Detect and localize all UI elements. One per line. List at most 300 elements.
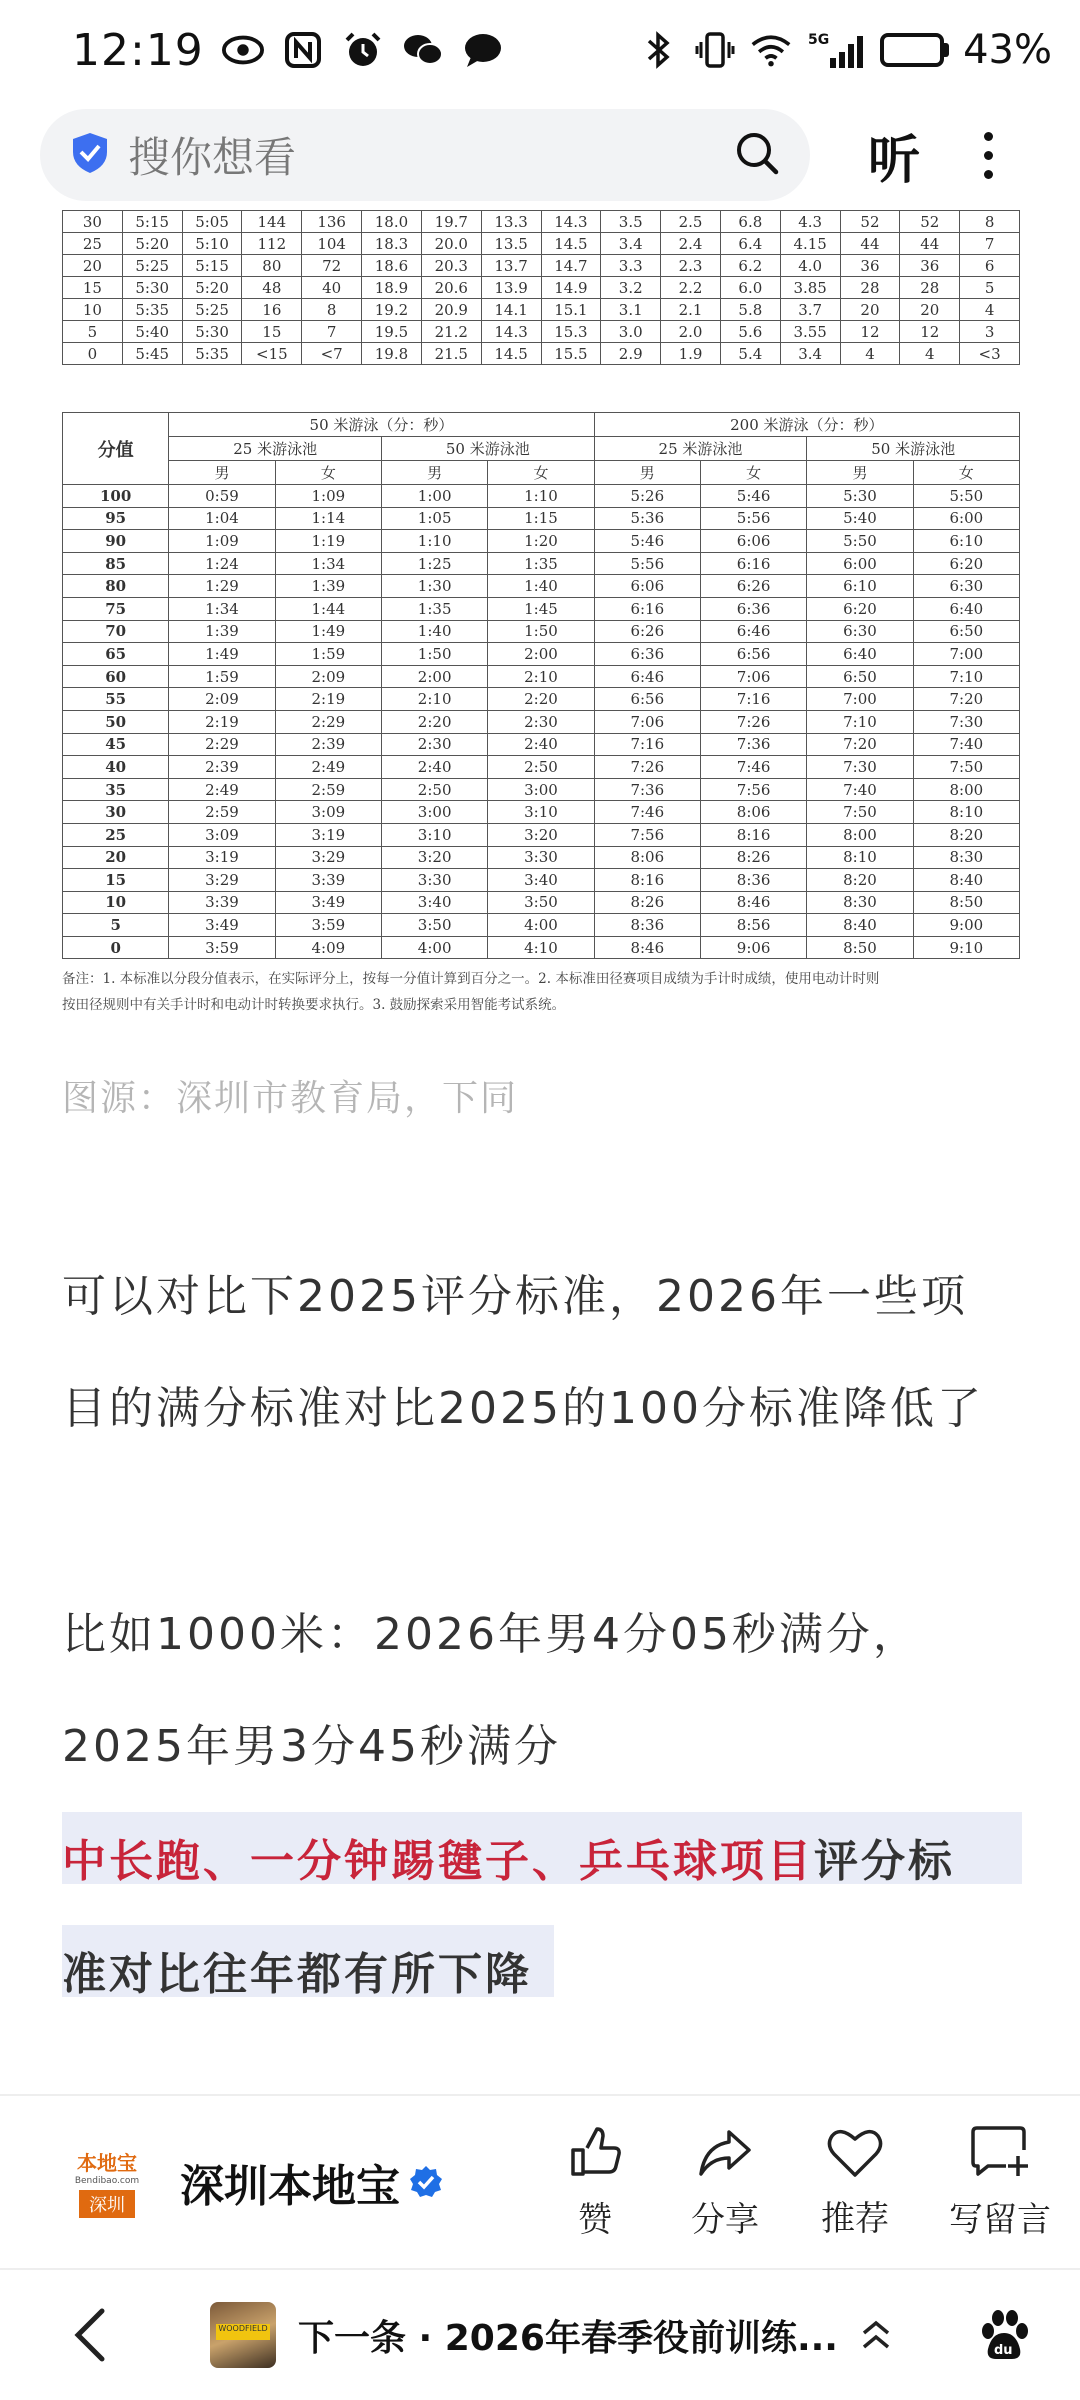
swim-table-cell: 3:30 [488,846,594,869]
swim-table-cell: 6:30 [913,575,1019,598]
swim-table-cell: 7:56 [594,823,700,846]
swim-table-cell: 2:39 [169,756,275,779]
swim-table-cell: 1:29 [169,575,275,598]
swim-table-cell: 8:10 [913,801,1019,824]
swim-table-cell: 2:20 [381,710,487,733]
swim-table-cell: 1:10 [488,485,594,508]
header-pool25-a: 25 米游泳池 [169,437,382,461]
swim-table-cell: 2:40 [381,756,487,779]
swim-table-row [63,823,1020,846]
swim-table-cell: 7:16 [700,688,806,711]
swim-table-cell: 7:56 [700,778,806,801]
swim-table-cell: 7:20 [913,688,1019,711]
score-table-top-cell: 40 [302,277,362,299]
swim-table-cell: 40 [63,756,169,779]
thumbs-up-icon [567,2124,623,2180]
swim-table-cell: 3:29 [275,846,381,869]
swim-table-row [63,801,1020,824]
swim-table-cell: 1:14 [275,507,381,530]
swim-table-cell: 8:26 [594,891,700,914]
swim-table-cell: 2:29 [275,710,381,733]
score-table-top-cell: 4 [840,343,900,365]
network-label: 5G [808,32,830,48]
score-table-top-cell: 6 [960,255,1020,277]
swim-table-cell: 6:36 [594,643,700,666]
swim-table-cell: 20 [63,846,169,869]
score-table-top-cell: 15 [63,277,123,299]
swim-table-cell: 8:00 [913,778,1019,801]
svg-text:du: du [993,2343,1013,2358]
score-table-top-cell: 5.4 [720,343,780,365]
swim-table-cell: 1:40 [488,575,594,598]
swim-table-row [63,778,1020,801]
swim-table-cell: 3:20 [488,823,594,846]
swim-table-row [63,552,1020,575]
swim-table-cell: 5:56 [700,507,806,530]
score-table-top-cell: 44 [840,233,900,255]
score-table-top-cell: 18.0 [362,211,422,233]
swim-table-cell: 1:35 [381,597,487,620]
comment-add-icon [970,2124,1030,2180]
swim-table-cell: 2:00 [488,643,594,666]
swim-table-cell: 6:46 [700,620,806,643]
score-table-top-row [63,233,1020,255]
swim-table-cell: 7:36 [594,778,700,801]
swim-table-cell: 2:19 [275,688,381,711]
swim-table-cell: 5:36 [594,507,700,530]
author-avatar[interactable] [64,2139,150,2225]
score-table-top-cell: 5.8 [720,299,780,321]
score-table-top-cell: 7 [302,321,362,343]
signal-icon [806,29,866,71]
swim-table-row [63,597,1020,620]
swim-table-cell: 3:39 [169,891,275,914]
score-table-top-cell: 20 [900,299,960,321]
comment-button[interactable] [920,2096,1080,2268]
swim-table-cell: 6:56 [594,688,700,711]
header-swim50: 50 米游泳（分：秒） [169,413,594,437]
swim-table-cell: 6:10 [913,530,1019,553]
share-button[interactable] [660,2096,790,2268]
swim-table-cell: 1:05 [381,507,487,530]
score-table-top-cell: 4.15 [780,233,840,255]
score-table-top-cell: 10 [63,299,123,321]
header-female: 女 [700,461,806,485]
listen-button[interactable]: 听 [868,130,921,191]
swim-table-cell: 10 [63,891,169,914]
swim-table-cell: 5 [63,914,169,937]
score-table-top-cell: 28 [900,277,960,299]
score-table-top-cell: 5:15 [122,211,182,233]
header-score: 分值 [63,413,169,485]
score-table-top-cell: 5:25 [182,299,242,321]
recommend-button[interactable] [790,2096,920,2268]
swim-table-cell: 7:46 [700,756,806,779]
author-action-bar [0,2096,1080,2268]
article-paragraph: 比如1000米：2026年男4分05秒满分， [62,1609,920,1660]
swim-table-cell: 2:30 [381,733,487,756]
score-table-top-cell: 20 [63,255,123,277]
swim-table-cell: 8:50 [807,936,913,959]
score-table-top-cell: 18.3 [362,233,422,255]
search-input[interactable] [40,109,810,201]
score-table-top-cell: 3.1 [601,299,661,321]
score-table-top-cell: 14.5 [541,233,601,255]
swim-table-cell: 3:40 [488,869,594,892]
swim-table-cell: 7:50 [807,801,913,824]
swim-table-cell: 5:26 [594,485,700,508]
swim-table-cell: 1:59 [169,665,275,688]
score-table-top-cell: 15.1 [541,299,601,321]
wifi-icon [750,29,792,71]
swim-table-cell: 0:59 [169,485,275,508]
score-table-top-row [63,321,1020,343]
score-table-top-cell: 3.5 [601,211,661,233]
score-table-top-cell: 5:30 [122,277,182,299]
swim-table-cell: 4:00 [381,936,487,959]
header-male: 男 [381,461,487,485]
score-table-top-cell: 15.5 [541,343,601,365]
next-article-thumbnail[interactable] [210,2302,276,2368]
swim-table-cell: 6:20 [807,597,913,620]
swim-table-cell: 8:20 [913,823,1019,846]
wechat-icon [402,29,444,71]
score-table-top-cell: 14.5 [481,343,541,365]
logo-city: 深圳 [79,2190,135,2218]
table-note [62,966,1020,1018]
score-table-top-cell: 25 [63,233,123,255]
swim-table-cell: 15 [63,869,169,892]
swim-table-cell: 1:35 [488,552,594,575]
swim-table-cell: 1:25 [381,552,487,575]
swim-table-cell: 1:40 [381,620,487,643]
score-table-top-cell: 6.4 [720,233,780,255]
score-table-top-cell: 8 [302,299,362,321]
vibrate-icon [694,29,736,71]
swim-table-cell: 60 [63,665,169,688]
swim-table-cell: 1:39 [275,575,381,598]
score-table-top-cell: 28 [840,277,900,299]
swim-table-cell: 6:50 [807,665,913,688]
score-table-top-cell: 3.2 [601,277,661,299]
swim-table-cell: 5:46 [700,485,806,508]
swim-table-cell: 2:50 [488,756,594,779]
swim-table-cell: 6:06 [700,530,806,553]
swim-table-cell: 1:34 [275,552,381,575]
header-pool25-b: 25 米游泳池 [594,437,807,461]
swim-table-cell: 1:24 [169,552,275,575]
score-table-top-cell: 14.3 [481,321,541,343]
swim-table-cell: 7:26 [594,756,700,779]
score-table-top-cell: 21.5 [421,343,481,365]
score-table-top-cell: 5 [960,277,1020,299]
more-options-icon[interactable] [984,132,993,179]
swim-table-cell: 1:19 [275,530,381,553]
swim-table-cell: 1:49 [275,620,381,643]
swim-table-cell: 1:34 [169,597,275,620]
score-table-top-cell: 2.3 [661,255,721,277]
swim-table-cell: 4:00 [488,914,594,937]
score-table-top-cell: 1.9 [661,343,721,365]
swim-table-cell: 6:40 [807,643,913,666]
swim-table-cell: 8:06 [700,801,806,824]
score-table-top-cell: 5:25 [122,255,182,277]
score-table-top-cell: 18.6 [362,255,422,277]
share-label: 分享 [691,2199,759,2240]
swim-table-cell: 6:40 [913,597,1019,620]
score-table-top-cell: 6.2 [720,255,780,277]
score-table-top-cell: 2.4 [661,233,721,255]
swim-table-row [63,891,1020,914]
swim-table-cell: 3:50 [488,891,594,914]
score-table-top-cell: 5:45 [122,343,182,365]
score-table-top-cell: 19.2 [362,299,422,321]
like-button[interactable] [530,2096,660,2268]
score-table-top-cell: 18.9 [362,277,422,299]
swim-table-cell: 8:16 [594,869,700,892]
swim-table-cell: 6:10 [807,575,913,598]
battery-percent: 43% [963,27,1052,73]
swim-table-cell: 35 [63,778,169,801]
score-table-top-cell: 4 [900,343,960,365]
swim-table-row [63,620,1020,643]
score-table-top-cell: 8 [960,211,1020,233]
score-table-top-cell: 5:35 [182,343,242,365]
swim-table-row [63,936,1020,959]
swim-table-cell: 3:29 [169,869,275,892]
heart-icon [826,2125,884,2179]
swim-table-cell: 3:39 [275,869,381,892]
swim-table-cell: 2:20 [488,688,594,711]
swim-table-row [63,869,1020,892]
header-female: 女 [488,461,594,485]
score-table-top-cell: 20.9 [421,299,481,321]
score-table-top-cell: 72 [302,255,362,277]
swim-table-cell: 2:10 [488,665,594,688]
header-pool50-b: 50 米游泳池 [807,437,1020,461]
score-table-top-cell: 44 [900,233,960,255]
header-female: 女 [913,461,1019,485]
status-left [72,25,504,76]
score-table-top-cell: 5:30 [182,321,242,343]
swim-table-cell: 2:40 [488,733,594,756]
swim-table-cell: 100 [63,485,169,508]
score-table-top-row [63,255,1020,277]
swim-table-row [63,733,1020,756]
swim-table-cell: 65 [63,643,169,666]
score-table-top-grid [62,210,1020,365]
swim-table-cell: 3:00 [488,778,594,801]
swim-table-cell: 25 [63,823,169,846]
swim-table-cell: 9:10 [913,936,1019,959]
shield-icon [70,131,110,179]
swim-table-cell: 8:30 [913,846,1019,869]
swim-table-cell: 3:20 [381,846,487,869]
swim-table-cell: 3:40 [381,891,487,914]
swim-table-cell: 3:50 [381,914,487,937]
score-table-top-cell: 3.3 [601,255,661,277]
score-table-top-cell: 12 [900,321,960,343]
score-table-top-cell: 3.55 [780,321,840,343]
swim-table-cell: 5:30 [807,485,913,508]
score-table-top-cell: 144 [242,211,302,233]
score-table-top-cell: 3.4 [780,343,840,365]
swim-table-cell: 95 [63,507,169,530]
swim-table-cell: 5:50 [807,530,913,553]
swim-table-cell: 75 [63,597,169,620]
search-icon[interactable] [734,130,780,180]
score-table-top-cell: 5:20 [122,233,182,255]
swim-table-cell: 9:06 [700,936,806,959]
score-table-top-cell: 15 [242,321,302,343]
swim-table-cell: 50 [63,710,169,733]
swim-table-cell: 7:50 [913,756,1019,779]
swim-table-row [63,575,1020,598]
comment-label: 写留言 [949,2199,1051,2240]
swim-table-cell: 6:20 [913,552,1019,575]
score-table-top-cell: <7 [302,343,362,365]
score-table-top-cell: 4 [960,299,1020,321]
swim-table-cell: 8:56 [700,914,806,937]
header-male: 男 [169,461,275,485]
swim-table-cell: 3:49 [275,891,381,914]
swim-table-cell: 5:50 [913,485,1019,508]
next-article-link[interactable]: 下一条 · 2026年春季役前训练... [298,2317,838,2359]
swim-table-cell: 6:46 [594,665,700,688]
swim-table-cell: 8:26 [700,846,806,869]
score-table-top-row [63,277,1020,299]
score-table-top-cell: 21.2 [421,321,481,343]
score-table-top-cell: 48 [242,277,302,299]
swim-table-row [63,507,1020,530]
swim-table-cell: 8:36 [594,914,700,937]
thumbnail-text: WOODFIELD [216,2324,270,2340]
swim-table-cell: 1:39 [169,620,275,643]
swim-table-cell: 8:20 [807,869,913,892]
swim-table-row [63,710,1020,733]
nfc-icon [282,29,324,71]
score-table-top-row [63,211,1020,233]
highlighted-text: 评分标 [814,1836,955,1887]
highlighted-red-text: 中长跑、一分钟踢毽子、乒乓球项目 [62,1836,814,1887]
score-table-top-cell: 4.3 [780,211,840,233]
swim-table-cell: 1:20 [488,530,594,553]
swim-table-cell: 6:26 [594,620,700,643]
score-table-top-cell: 15.3 [541,321,601,343]
score-table-top-cell: 5:05 [182,211,242,233]
author-name[interactable] [180,2150,444,2214]
swim-table-cell: 7:46 [594,801,700,824]
search-placeholder: 搜你想看 [128,133,297,182]
swim-table-cell: 1:30 [381,575,487,598]
swim-score-table [62,412,1020,959]
score-table-top-cell: 13.9 [481,277,541,299]
score-table-top-cell: 3.85 [780,277,840,299]
header-swim200: 200 米游泳（分：秒） [594,413,1019,437]
swim-table-cell: 8:10 [807,846,913,869]
swim-table-row [63,485,1020,508]
swim-table-cell: 9:00 [913,914,1019,937]
score-table-top-cell: 36 [840,255,900,277]
swim-table-cell: 5:40 [807,507,913,530]
battery-icon [880,33,949,67]
swim-table-cell: 7:30 [807,756,913,779]
swim-table-cell: 1:09 [275,485,381,508]
swim-table-cell: 8:40 [913,869,1019,892]
score-table-top-cell: 5:35 [122,299,182,321]
swim-table-cell: 6:16 [594,597,700,620]
back-arrow-icon[interactable] [70,2310,120,2360]
article-actions [530,2096,1080,2268]
swim-table-cell: 7:00 [807,688,913,711]
swim-table-cell: 3:10 [488,801,594,824]
score-table-top-cell: 112 [242,233,302,255]
swim-score-grid [62,412,1020,959]
swim-table-cell: 7:26 [700,710,806,733]
score-table-top-cell: 5:10 [182,233,242,255]
swim-table-cell: 4:10 [488,936,594,959]
swim-table-row [63,665,1020,688]
swim-table-cell: 1:50 [381,643,487,666]
score-table-top-cell: 136 [302,211,362,233]
score-table-top-cell: 5 [63,321,123,343]
swim-table-cell: 2:30 [488,710,594,733]
score-table-top-cell: 5:20 [182,277,242,299]
swim-table-cell: 45 [63,733,169,756]
swim-table-cell: 7:06 [594,710,700,733]
image-caption: 图源：深圳市教育局，下同 [62,1078,519,1119]
score-table-top-cell: 14.9 [541,277,601,299]
header-pool50-a: 50 米游泳池 [381,437,594,461]
swim-table-cell: 7:40 [913,733,1019,756]
score-table-top-cell: 2.2 [661,277,721,299]
swim-table-row [63,914,1020,937]
score-table-top-cell: <3 [960,343,1020,365]
score-table-top-cell: 2.5 [661,211,721,233]
swim-table-cell: 3:09 [275,801,381,824]
swim-table-cell: 3:30 [381,869,487,892]
score-table-top-cell: 14.1 [481,299,541,321]
swim-table-cell: 90 [63,530,169,553]
score-table-top-cell: 80 [242,255,302,277]
score-table-top-cell: 20.3 [421,255,481,277]
header-female: 女 [275,461,381,485]
chevron-up-icon[interactable] [856,2315,896,2355]
score-table-top-cell: 0 [63,343,123,365]
swim-table-cell: 6:00 [807,552,913,575]
score-table-top-cell: 52 [900,211,960,233]
swim-table-cell: 7:36 [700,733,806,756]
score-table-top-cell: 20.0 [421,233,481,255]
score-table-top-cell: 104 [302,233,362,255]
swim-table-cell: 0 [63,936,169,959]
score-table-top-cell: 19.7 [421,211,481,233]
score-table-top-cell: 3.7 [780,299,840,321]
swim-table-cell: 85 [63,552,169,575]
swim-table-cell: 6:06 [594,575,700,598]
score-table-top-cell: 19.8 [362,343,422,365]
swim-table-cell: 2:50 [381,778,487,801]
swim-table-cell: 2:49 [169,778,275,801]
swim-table-cell: 7:40 [807,778,913,801]
status-bar [0,0,1080,100]
baidu-paw-icon[interactable] [976,2307,1032,2363]
swim-table-cell: 8:36 [700,869,806,892]
score-table-top-cell: 3.4 [601,233,661,255]
swim-table-cell: 1:15 [488,507,594,530]
swim-table-cell: 7:10 [913,665,1019,688]
score-table-top-row [63,343,1020,365]
